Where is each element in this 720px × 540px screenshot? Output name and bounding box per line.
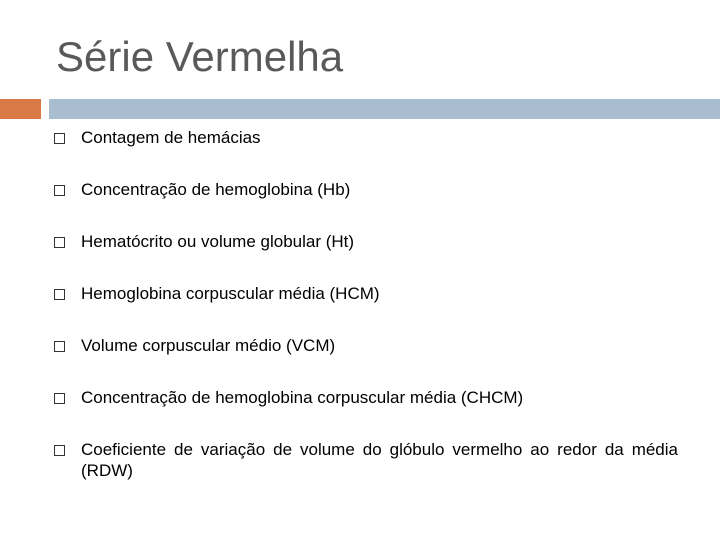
list-item-text: Volume corpuscular médio (VCM) [81, 336, 336, 355]
hollow-square-bullet-icon [54, 237, 65, 248]
list-item [54, 127, 678, 148]
title-underline-bar [49, 99, 720, 119]
hollow-square-bullet-icon [54, 341, 65, 352]
accent-bar [0, 99, 41, 119]
hollow-square-bullet-icon [54, 185, 65, 196]
list-item [54, 439, 678, 481]
list-item-text: Hemoglobina corpuscular média (HCM) [81, 284, 380, 303]
list-item [54, 283, 678, 304]
bullet-list [54, 127, 678, 481]
list-item-text: Hematócrito ou volume globular (Ht) [81, 232, 355, 251]
hollow-square-bullet-icon [54, 289, 65, 300]
list-item-text: Concentração de hemoglobina (Hb) [81, 180, 351, 199]
list-item-text: Contagem de hemácias [81, 128, 261, 147]
slide-title: Série Vermelha [56, 33, 344, 80]
list-item-text: Concentração de hemoglobina corpuscular média (CHCM) [81, 388, 524, 407]
list-item-text: Coeficiente de variação de volume do glóbulo vermelho ao redor da média (RDW) [81, 440, 678, 480]
hollow-square-bullet-icon [54, 133, 65, 144]
list-item [54, 179, 678, 200]
hollow-square-bullet-icon [54, 393, 65, 404]
hollow-square-bullet-icon [54, 445, 65, 456]
list-item [54, 335, 678, 356]
list-item [54, 231, 678, 252]
list-item [54, 387, 678, 408]
